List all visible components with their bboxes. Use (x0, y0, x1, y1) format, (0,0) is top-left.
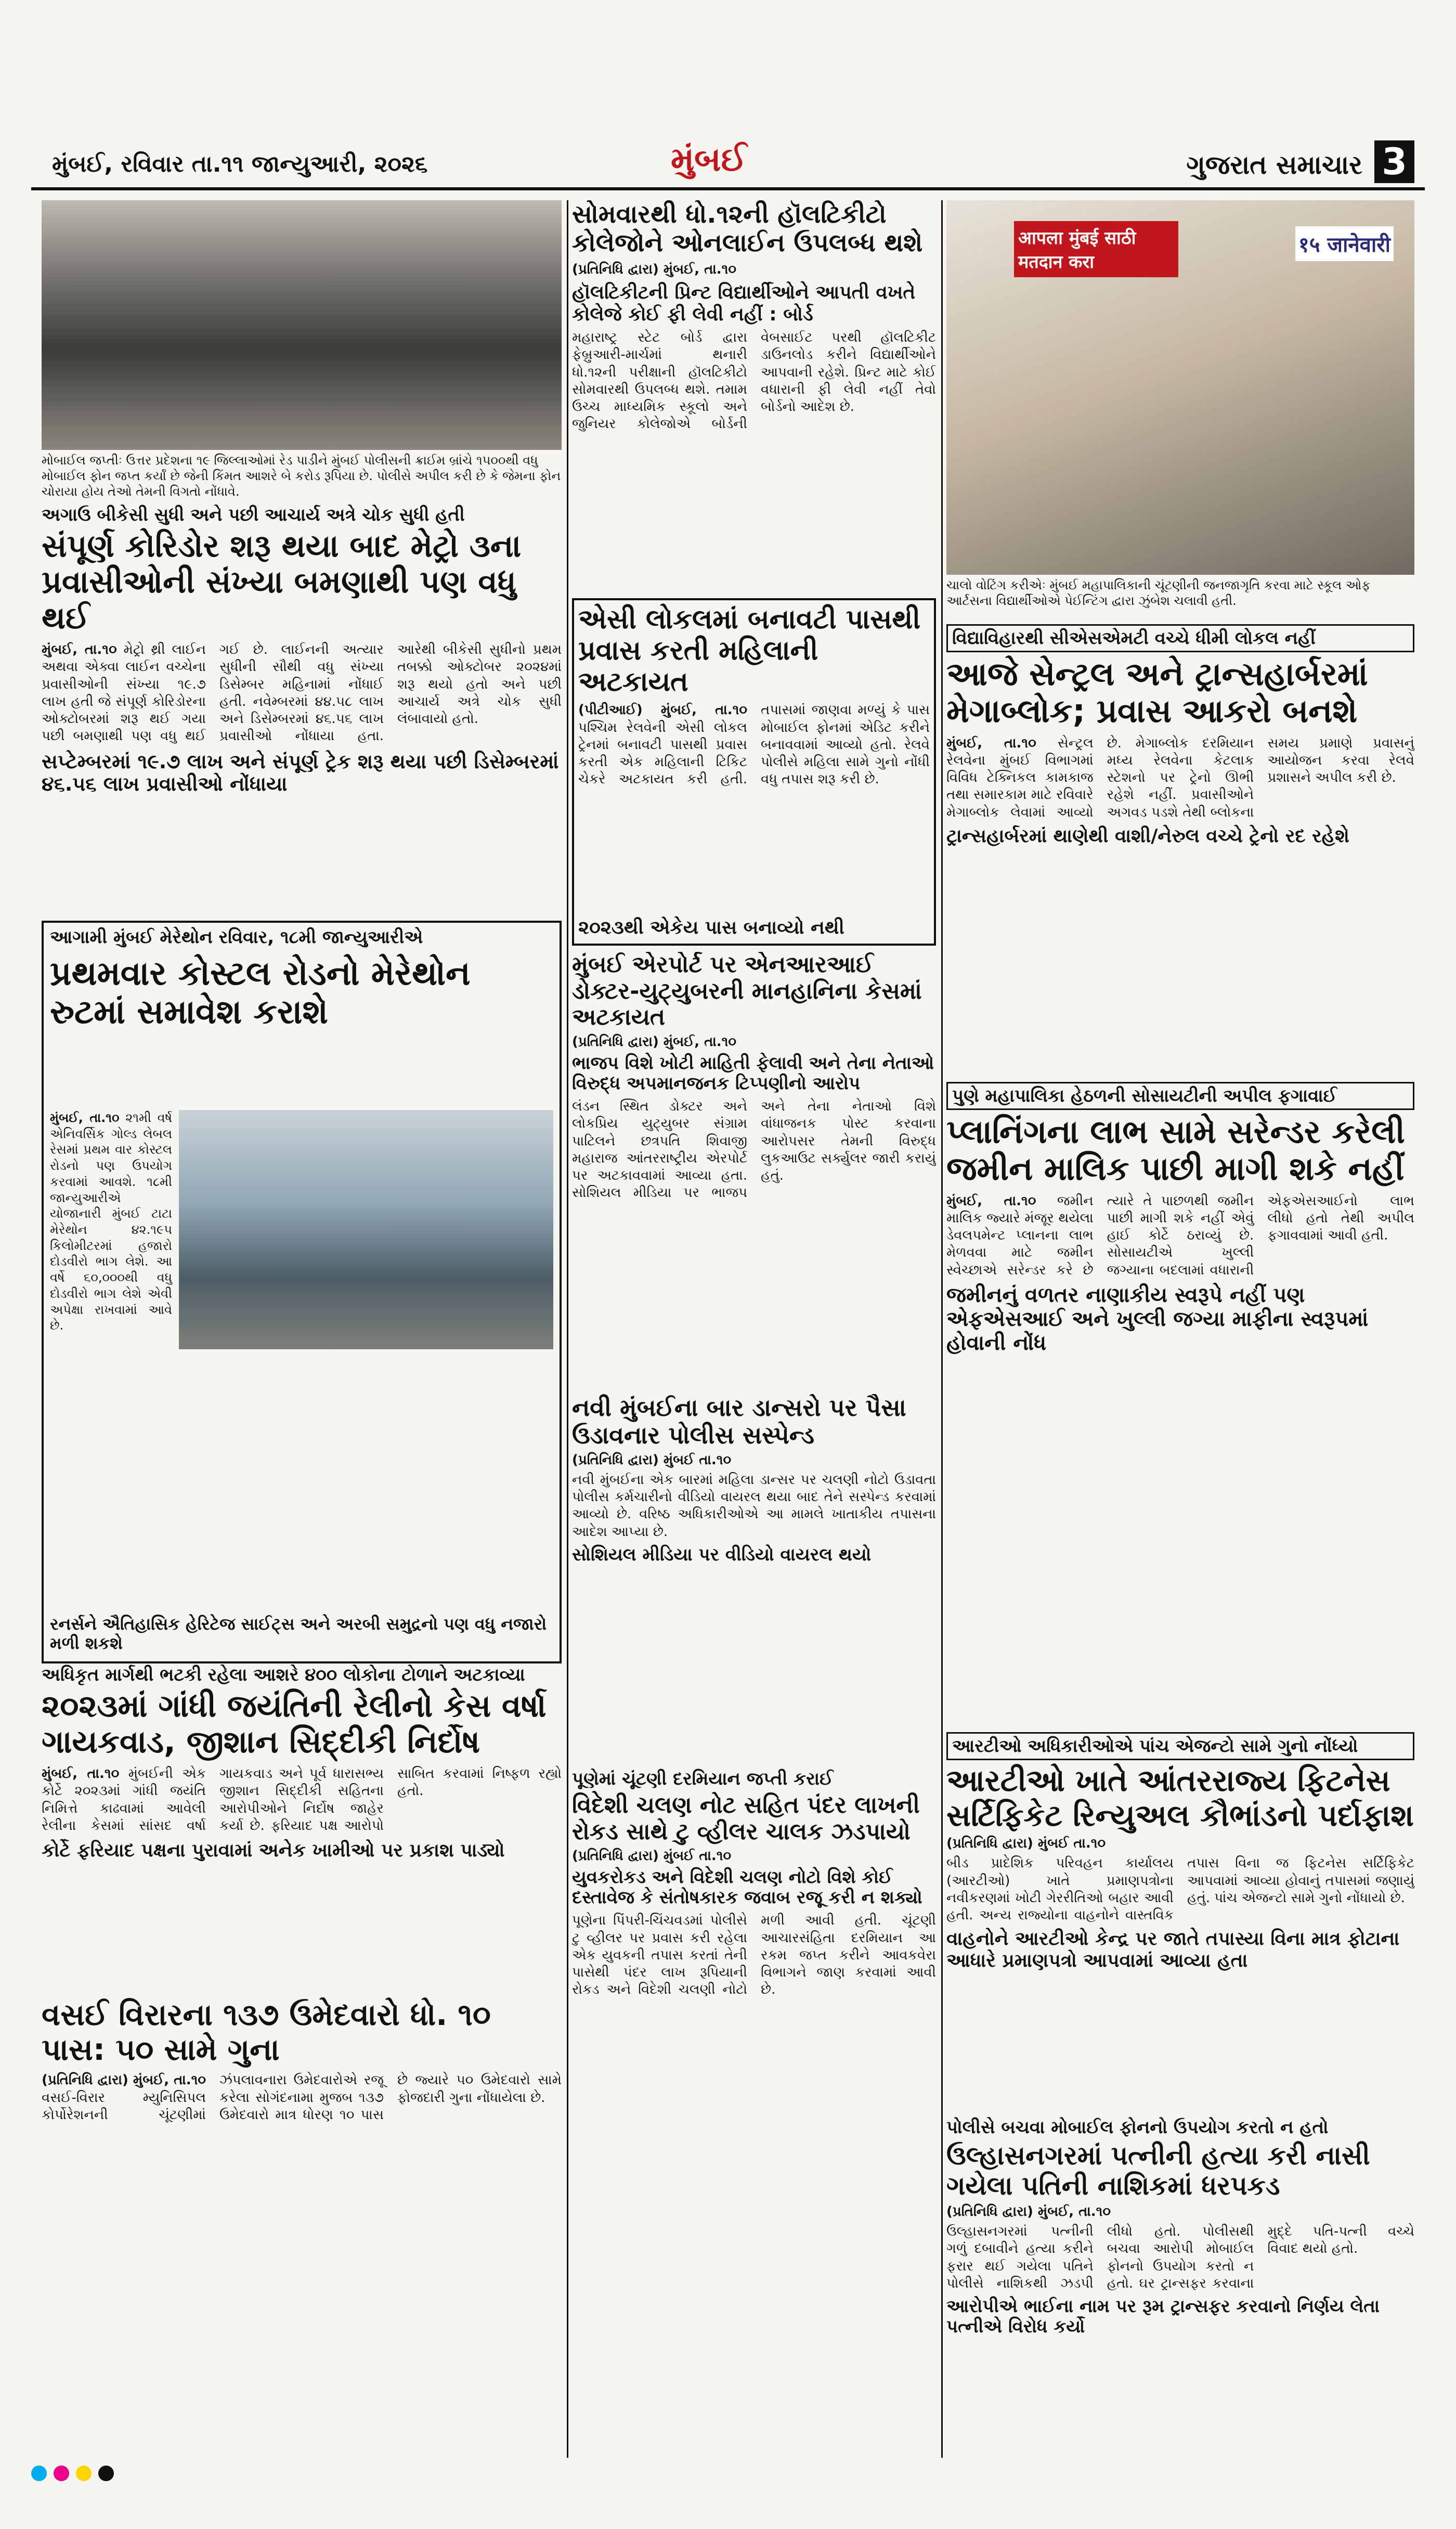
story-megablock-headline: આજે સેન્ટ્રલ અને ટ્રાન્સહાર્બરમાં મેગાબ્લોક; પ્રવાસ આકરો બનશે (946, 655, 1368, 730)
story-election-seizure (572, 1769, 936, 2445)
story-navi-text: નવી મુંબઈના એક બારમાં મહિલા ડાન્સર પર ચલણી નોટો ઉડાવતા પોલીસ કર્મચારીનો વીડિયો વાયરલ થયા બાદ તેને સસ્પેન્ડ કરવામાં આવ્યો છે. વરિષ્ઠ અધિકારીઓએ આ મામલે ખાતાકીય તપાસના આદેશ આપ્યા છે. (572, 1472, 936, 1540)
story-rto-kicker: આરટીઓ અધિકારીઓએ પાંચ એજન્ટો સામે ગુનો નોંધ્યો (946, 1732, 1414, 1760)
issue-date: મુંબઈ, રવિવાર તા.૧૧ જાન્યુઆરી, ૨૦૨૬ (52, 151, 428, 177)
story-seizure-text: પૂણેના પિંપરી-ચિંચવડમાં પોલીસે ટુ વ્હીલર પર પ્રવાસ કરી રહેલા એક યુવકની તપાસ કરતાં તેની પાસેથી પંદર લાખ રૂપિયાની રોકડ અને વિદેશી ચલણી નોટો મળી આવી હતી. ચૂંટણી આચારસંહિતા દરમિયાન આ રકમ જપ્ત કરીને આવકવેરા વિભાગને જાણ કરવામાં આવી છે. (572, 1913, 936, 1998)
black-mark (98, 2466, 114, 2481)
story-pune-planning (946, 1082, 1414, 1722)
story-marathon-text: ૨૧મી વર્ષ એનિવર્સિક ગોલ્ડ લેબલ રેસમાં પ્રથમ વાર કોસ્ટલ રોડનો પણ ઉપયોગ કરવામાં આવશે. ૧૮મી જાન્યુઆરીએ યોજાનારી મુંબઈ ટાટા મેરેથોન ૪૨.૧૯૫ કિલોમીટરમાં હજારો દોડવીરો ભાગ લેશે. આ વર્ષે ૬૦,૦૦૦થી વધુ દોડવીરો ભાગ લેશે એવી અપેક્ષા રાખવામાં આવે છે. (50, 1111, 172, 1333)
phones-photo (42, 200, 562, 450)
story-rto-headline: આરટીઓ ખાતે આંતરરાજ્ય ફિટનેસ સર્ટિફિકેટ રિન્યુઅલ કૌભાંડનો પર્દાફાશ (946, 1763, 1414, 1833)
story-metro-subhead: સપ્ટેમ્બરમાં ૧૯.૭ લાખ અને સંપૂર્ણ ટ્રેક શરૂ થયા પછી ડિસેમ્બરમાં ૪૬.૫૬ લાખ પ્રવાસીઓ નોંધાયા (42, 750, 559, 796)
story-metro-headline: સંપૂર્ણ કોરિડોર શરૂ થયા બાદ મેટ્રો ૩ના પ્રવાસીઓની સંખ્યા બમણાથી પણ વધુ થઈ (42, 528, 522, 636)
story-megablock-kicker: વિદ્યાવિહારથી સીએસએમટી વચ્ચે ધીમી લોકલ નહીં (946, 624, 1414, 652)
story-hsc (572, 200, 936, 596)
story-vasai-dateline: (પ્રતિનિધિ દ્વારા) મુંબઈ, તા.૧૦ (42, 2072, 206, 2088)
footer-registration (31, 2466, 1425, 2486)
story-ulhas-headline: ઉલ્હાસનગરમાં પત્નીની હત્યા કરી નાસી ગયેલા પતિની નાશિકમાં ધરપકડ (946, 2140, 1370, 2201)
story-airport (572, 952, 936, 1384)
story-navi-dateline: (પ્રતિનિધિ દ્વારા) મુંબઈ તા.૧૦ (572, 1452, 732, 1468)
story-seizure-dateline: (પ્રતિનિધિ દ્વારા) મુંબઈ તા.૧૦ (572, 1848, 732, 1864)
story-marathon (42, 921, 562, 1663)
story-gandhi-body (42, 1765, 562, 1835)
story-pune-text: જમીન માલિક જ્યારે મંજૂર થયેલા ડેવલપમેન્ટ પ્લાનના લાભ મેળવવા માટે જમીન સ્વેચ્છાએ સરેન્ડર કરે છે ત્યારે તે પાછળથી જમીન પાછી માગી શકે નહીં એવું હાઈ કોર્ટે ઠરાવ્યું છે. સોસાયટીએ ખુલ્લી જગ્યાના બદલામાં વધારાની એફએસઆઈનો લાભ લીધો હતો તેથી અપીલ ફગાવવામાં આવી હતી. (946, 1193, 1414, 1278)
story-ac-subhead: ૨૦૨૩થી એકેય પાસ બનાવ્યો નથી (578, 917, 844, 938)
story-metro-body (42, 641, 562, 745)
story-megablock-subhead: ટ્રાન્સહાર્બરમાં થાણેથી વાશી/નેરુલ વચ્ચે ટ્રેનો રદ રહેશે (946, 825, 1349, 847)
story-rto-dateline: (પ્રતિનિધિ દ્વારા) મુંબઈ તા.૧૦ (946, 1836, 1106, 1852)
story-seizure-subhead: યુવકરોકડ અને વિદેશી ચલણ નોટો વિશે કોઈ દસ્તાવેજ કે સંતોષકારક જવાબ રજૂ કરી ન શક્યો (572, 1867, 922, 1908)
story-hsc-text: મહારાષ્ટ્ર સ્ટેટ બોર્ડ દ્વારા ફેબ્રુઆરી-માર્ચમાં થનારી ધો.૧૨ની પરીક્ષાની હૉલટિકીટો સોમવારથી ઉપલબ્ધ થશે. તમામ ઉચ્ચ માધ્યમિક સ્કૂલો અને જુનિયર કોલેજોએ બોર્ડની વેબસાઈટ પરથી હૉલટિકીટ ડાઉનલોડ કરીને વિદ્યાર્થીઓને આપવાની રહેશે. પ્રિન્ટ માટે કોઈ વધારાની ફી લેવી નહીં તેવો બોર્ડનો આદેશ છે. (572, 330, 936, 432)
story-airport-subhead: ભાજપ વિશે ખોટી માહિતી ફેલાવી અને તેના નેતાઓ વિરુદ્ધ અપમાનજનક ટિપ્પણીનો આરોપ (572, 1052, 934, 1094)
story-marathon-kicker: આગામી મુંબઈ મેરેથોન રવિવાર, ૧૮મી જાન્યુઆરીએ (50, 927, 423, 948)
story-ac-headline: એસી લોકલમાં બનાવટી પાસથી પ્રવાસ કરતી મહિલાની અટકાયત (578, 604, 921, 698)
story-pune-body (946, 1193, 1414, 1279)
photo-phones-caption: મોબાઈલ જપ્તીઃ ઉત્તર પ્રદેશના ૧૯ જિલ્લાઓમાં રેડ પાડીને મુંબઈ પોલીસની ક્રાઈમ બ્રાંચે ૧૫૦૦થી વધુ મોબાઈલ ફોન જપ્ત કર્યાં છે જેની કિંમત આશરે બે કરોડ રૂપિયા છે. પોલીસે અપીલ કરી છે કે જેમના ફોન ચોરાયા હોય તેઓ તેમની વિગતો નોંધાવે. (42, 453, 561, 499)
story-vasai-text: વસઈ-વિરાર મ્યુનિસિપલ કોર્પોરેશનની ચૂંટણીમાં ઝંપલાવનારા ઉમેદવારોએ રજૂ કરેલા સોગંદનામા મુજબ ૧૩૭ ઉમેદવારો માત્ર ધોરણ ૧૦ પાસ છે જ્યારે ૫૦ ઉમેદવારો સામે ફોજદારી ગુના નોંધાયેલા છે. (42, 2072, 562, 2123)
story-megablock-text: સેન્ટ્રલ રેલવેના મુંબઈ વિભાગમાં વિવિધ ટેક્નિકલ કામકાજ તથા સમારકામ માટે રવિવારે મેગાબ્લોક લેવામાં આવ્યો છે. મેગાબ્લોક દરમિયાન મધ્ય રેલવેના કેટલાક સ્ટેશનો પર ટ્રેનો ઊભી રહેશે નહીં. પ્રવાસીઓને અગવડ પડશે તેથી બ્લોકના સમય પ્રમાણે પ્રવાસનું આયોજન કરવા રેલવે પ્રશાસને અપીલ કરી છે. (946, 735, 1414, 820)
story-marathon-body (50, 1110, 172, 1334)
story-hsc-subhead: હૉલટિકીટની પ્રિન્ટ વિદ્યાર્થીઓને આપતી વખતે કોલેજે કોઈ ફી લેવી નહીં : બોર્ડ (572, 282, 916, 325)
story-gandhi-rally (42, 1665, 562, 1987)
story-marathon-headline: પ્રથમવાર કોસ્ટલ રોડનો મેરેથોન રુટમાં સમાવેશ કરાશે (50, 954, 471, 1031)
story-megablock-body (946, 735, 1414, 821)
story-gandhi-kicker: અધિકૃત માર્ગથી ભટકી રહેલા આશરે ૪૦૦ લોકોના ટોળાને અટકાવ્યા (42, 1665, 525, 1685)
story-rto-text: બીડ પ્રાદેશિક પરિવહન કાર્યાલય (આરટીઓ) ખાતે પ્રમાણપત્રોના નવીકરણમાં ખોટી ગેરરીતિઓ બહાર આવી હતી. અન્ય રાજ્યોના વાહનોને વાસ્તવિક તપાસ વિના જ ફિટનેસ સર્ટિફિકેટ આપવામાં આવ્યા હોવાનું તપાસમાં જણાયું હતું. પાંચ એજન્ટો સામે ગુનો નોંધાયો છે. (946, 1855, 1414, 1924)
story-vasai-headline: વસઈ વિરારના ૧૩૭ ઉમેદવારો ધો. ૧૦ પાસ: ૫૦ સામે ગુના (42, 1997, 491, 2067)
story-rto-subhead: વાહનોને આરટીઓ કેન્દ્ર પર જાતે તપાસ્યા વિના માત્ર ફોટાના આધારે પ્રમાણપત્રો આપવામાં આવ્યા હતા (946, 1928, 1400, 1971)
masthead (31, 140, 1425, 190)
story-pune-subhead: જમીનનું વળતર નાણાકીય સ્વરૂપે નહીં પણ એફએસઆઈ અને ખુલ્લી જગ્યા માફીના સ્વરૂપમાં હોવાની નોંધ (946, 1283, 1369, 1355)
story-ulhas-text: ઉલ્હાસનગરમાં પત્નીની ગળું દબાવીને હત્યા કરીને ફરાર થઈ ગયેલા પતિને પોલીસે નાશિકથી ઝડપી લીધો હતો. પોલીસથી બચવા આરોપી મોબાઈલ ફોનનો ઉપયોગ કરતો ન હતો. ઘર ટ્રાન્સફર કરવાના મુદ્દે પતિ-પત્ની વચ્ચે વિવાદ થયો હતો. (946, 2224, 1414, 2291)
story-gandhi-dateline: મુંબઈ, તા.૧૦ (42, 1766, 120, 1782)
photo-voting (946, 200, 1414, 575)
story-pune-headline: પ્લાનિંગના લાભ સામે સરેન્ડર કરેલી જમીન માલિક પાછી માગી શકે નહીં (946, 1113, 1405, 1188)
story-hsc-headline: સોમવારથી ધો.૧૨ની હૉલટિકીટો કોલેજોને ઓનલાઈન ઉપલબ્ધ થશે (572, 200, 923, 258)
campaign-sign: आपला मुंबई साठी मतदान करा (1014, 221, 1178, 277)
newspaper-page (31, 21, 1425, 2507)
story-ulhasnagar (946, 2117, 1414, 2455)
story-ulhas-dateline: (પ્રતિનિધિ દ્વારા) મુંબઈ, તા.૧૦ (946, 2204, 1111, 2220)
story-vasai-virar (42, 1997, 562, 2455)
story-ac-body (574, 702, 934, 788)
story-marathon-dateline: મુંબઈ, તા.૧૦ (50, 1111, 120, 1125)
story-metro-dateline: મુંબઈ, તા.૧૦ (42, 642, 117, 657)
story-megablock (946, 624, 1414, 1072)
story-ac-local (572, 598, 936, 946)
story-ulhas-kicker: પોલીસે બચવા મોબાઈલ ફોનનો ઉપયોગ કરતો ન હતો (946, 2117, 1329, 2138)
story-vasai-body (42, 2072, 562, 2124)
page-number: 3 (1374, 140, 1414, 183)
story-airport-dateline: (પ્રતિનિધિ દ્વારા) મુંબઈ, તા.૧૦ (572, 1034, 737, 1050)
story-rto (946, 1732, 1414, 2107)
photo-phones (42, 200, 562, 450)
column-rule-right (941, 200, 943, 2458)
cyan-mark (31, 2466, 47, 2481)
story-pune-dateline: મુંબઈ, તા.૧૦ (946, 1193, 1036, 1209)
section-title: મુંબઈ (671, 140, 747, 179)
story-airport-text: લંડન સ્થિત ડોક્ટર અને લોકપ્રિય યુટ્યુબર સંગ્રામ પાટિલને છત્રપતિ શિવાજી મહારાજ આંતરરાષ્ટ્રીય એરપોર્ટ પર અટકાવવામાં આવ્યા હતા. સોશિયલ મીડિયા પર ભાજપ અને તેના નેતાઓ વિશે વાંધાજનક પોસ્ટ કરવાના આરોપસર તેમની વિરુદ્ધ લુકઆઉટ સર્ક્યુલર જારી કરાયું હતું. (572, 1098, 936, 1201)
campaign-date-sign: १५ जानेवारी (1295, 226, 1394, 261)
story-hsc-dateline: (પ્રતિનિધિ દ્વારા) મુંબઈ, તા.૧૦ (572, 262, 737, 278)
story-metro-kicker: અગાઉ બીકેસી સુધી અને પછી આચાર્ય અત્રે ચોક સુધી હતી (42, 505, 465, 525)
story-megablock-dateline: મુંબઈ, તા.૧૦ (946, 735, 1036, 751)
story-ulhas-subhead: આરોપીએ ભાઈના નામ પર રૂમ ટ્રાન્સફર કરવાનો નિર્ણય લેતા પત્નીએ વિરોધ કર્યો (946, 2296, 1380, 2338)
story-airport-headline: મુંબઈ એરપોર્ટ પર એનઆરઆઈ ડોક્ટર-યુટ્યુબરની માનહાનિના કેસમાં અટકાયત (572, 952, 922, 1031)
magenta-mark (54, 2466, 69, 2481)
story-gandhi-subhead: કોર્ટે ફરિયાદ પક્ષના પુરાવામાં અનેક ખામીઓ પર પ્રકાશ પાડ્યો (42, 1840, 505, 1862)
story-marathon-footer: રનર્સને ઐતિહાસિક હેરિટેજ સાઈટ્સ અને અરબી સમુદ્રનો પણ વધુ નજારો મળી શકશે (50, 1614, 547, 1653)
story-ac-dateline: (પીટીઆઈ) મુંબઈ, તા.૧૦ (578, 702, 747, 718)
story-navi-subhead: સોશિયલ મીડિયા પર વીડિયો વાયરલ થયો (572, 1544, 872, 1565)
yellow-mark (76, 2466, 92, 2481)
story-seizure-headline: વિદેશી ચલણ નોટ સહિત પંદર લાખની રોકડ સાથે ટુ વ્હીલર ચાલક ઝડપાયો (572, 1792, 920, 1845)
story-navi-mumbai (572, 1394, 936, 1758)
story-ac-text: પશ્ચિમ રેલવેની એસી લોકલ ટ્રેનમાં બનાવટી પાસથી પ્રવાસ કરતી એક મહિલાની ટિકિટ ચેકરે અટકાયત કરી હતી. તપાસમાં જાણવા મળ્યું કે પાસ મોબાઈલ ફોનમાં એડિટ કરીને બનાવવામાં આવ્યો હતો. રેલવે પોલીસે મહિલા સામે ગુનો નોંધી વધુ તપાસ શરૂ કરી છે. (578, 702, 930, 788)
publication-name: ગુજરાત સમાચાર (1186, 150, 1362, 180)
story-navi-headline: નવી મુંબઈના બાર ડાન્સરો પર પૈસા ઉડાવનાર પોલીસ સસ્પેન્ડ (572, 1394, 906, 1449)
story-seizure-kicker: પૂણેમાં ચૂંટણી દરમિયાન જપ્તી કરાઈ (572, 1769, 834, 1789)
story-metro-text: મેટ્રો થ્રી લાઈન અથવા એક્વા લાઈન વચ્ચેના પ્રવાસીઓની સંખ્યા ૧૯.૭ લાખ હતી જે સંપૂર્ણ કોરિડોરના ઓક્ટોબરમાં શરૂ થઈ ગયા પછી બમણાથી પણ વધુ થઈ ગઈ છે. લાઈનની અત્યાર સુધીની સૌથી વધુ સંખ્યા ડિસેમ્બર મહિનામાં નોંધાઈ હતી. નવેમ્બરમાં ૪૪.૫૮ લાખ અને ડિસેમ્બરમાં ૪૬.૫૬ લાખ પ્રવાસીઓ નોંધાયા હતા. આરેથી બીકેસી સુધીનો પ્રથમ તબક્કો ઓક્ટોબર ૨૦૨૪માં શરૂ થયો હતો અને પછી આચાર્ય અત્રે ચોક સુધી લંબાવાયો હતો. (42, 642, 562, 744)
coastal-road-photo (179, 1110, 553, 1349)
column-rule-left (567, 200, 568, 2458)
story-metro (42, 505, 562, 910)
story-pune-kicker: પુણે મહાપાલિકા હેઠળની સોસાયટીની અપીલ ફગાવાઈ (946, 1082, 1414, 1110)
story-gandhi-headline: ૨૦૨૩માં ગાંધી જયંતિની રેલીનો કેસ વર્ષા ગાયકવાડ, જીશાન સિદ્દીકી નિર્દોષ (42, 1688, 547, 1760)
photo-voting-caption: ચાલો વોટિંગ કરીએઃ મુંબઈ મહાપાલિકાની ચૂંટણીની જનજાગૃતિ કરવા માટે સ્કૂલ ઓફ આર્ટસના વિદ્યાર્થીઓએ પેઈન્ટિંગ દ્વારા ઝુંબેશ ચલાવી હતી. (946, 578, 1371, 608)
story-gandhi-text: મુંબઈની એક કોર્ટે ૨૦૨૩માં ગાંધી જયંતિ નિમિત્તે કાઢવામાં આવેલી રેલીના કેસમાં સાંસદ વર્ષા ગાયકવાડ અને પૂર્વ ધારાસભ્ય જીશાન સિદ્દીકી સહિતના આરોપીઓને નિર્દોષ જાહેર કર્યા છે. ફરિયાદ પક્ષ આરોપો સાબિત કરવામાં નિષ્ફળ રહ્યો હતો. (42, 1766, 562, 1834)
